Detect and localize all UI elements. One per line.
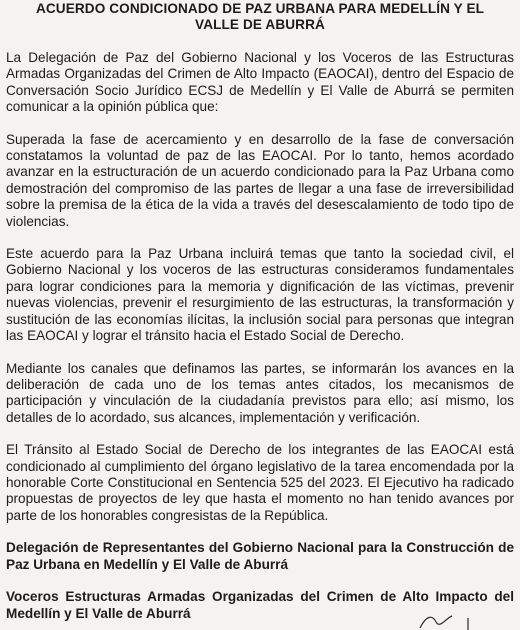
handwritten-mark-icon xyxy=(418,612,478,630)
document-title: ACUERDO CONDICIONADO DE PAZ URBANA PARA MEDELLÍN Y EL VALLE DE ABURRÁ xyxy=(35,1,485,32)
paragraph-phase: Superada la fase de acercamiento y en desarrollo de la fase de conversación constatamos la voluntad de paz de las EAOCAI. Por lo tanto, hemos acordado avanzar en la estructuración de un acuerdo condicionado para la Paz Urbana como demostración del compromiso de las partes de llegar a una fase de irreversibilidad sobre la premisa de la ética de la vida a través del desescalamiento de todo tipo de violencias. xyxy=(6,131,514,229)
signatory-government: Delegación de Representantes del Gobierno Nacional para la Construcción de Paz Urbana en Medellín y El Valle de Aburrá xyxy=(6,540,514,572)
paragraph-channels: Mediante los canales que definamos las partes, se informarán los avances en la deliberación de cada uno de los temas antes citados, los mecanismos de participación y vinculación de la ciudadanía previstos para ello; así mismo, los detalles de lo acordado, sus alcances, implementación y verificación. xyxy=(6,360,514,425)
paragraph-intro: La Delegación de Paz del Gobierno Nacional y los Voceros de las Estructuras Armadas Organizadas del Crimen de Alto Impacto (EAOCAI), dentro del Espacio de Conversación Socio Jurídico ECSJ de Medellín y El Valle de Aburrá se permiten comunicar a la opinión pública que: xyxy=(6,50,514,115)
paragraph-topics: Este acuerdo para la Paz Urbana incluirá temas que tanto la sociedad civil, el Gobierno Nacional y los voceros de las estructuras consideramos fundamentales para lograr condiciones para la memoria y dignificación de las víctimas, prevenir nuevas violencias, prevenir el resurgimiento de las estructuras, la transformación y sustitución de las economías ilícitas, la inclusión social para personas que integran las EAOCAI y lograr el tránsito hacia el Estado Social de Derecho. xyxy=(6,246,514,344)
paragraph-transit: El Tránsito al Estado Social de Derecho de los integrantes de las EAOCAI está condicionado al cumplimiento del órgano legislativo de la tarea encomendada por la honorable Corte Constitucional en Sentencia 525 del 2023. El Ejecutivo ha radicado propuestas de proyectos de ley que hasta el momento no han tenido avances por parte de los honorables congresistas de la República. xyxy=(6,442,514,523)
signatory-spokespersons: Voceros Estructuras Armadas Organizadas del Crimen de Alto Impacto del Medellín y El Valle de Aburrá xyxy=(6,589,514,621)
